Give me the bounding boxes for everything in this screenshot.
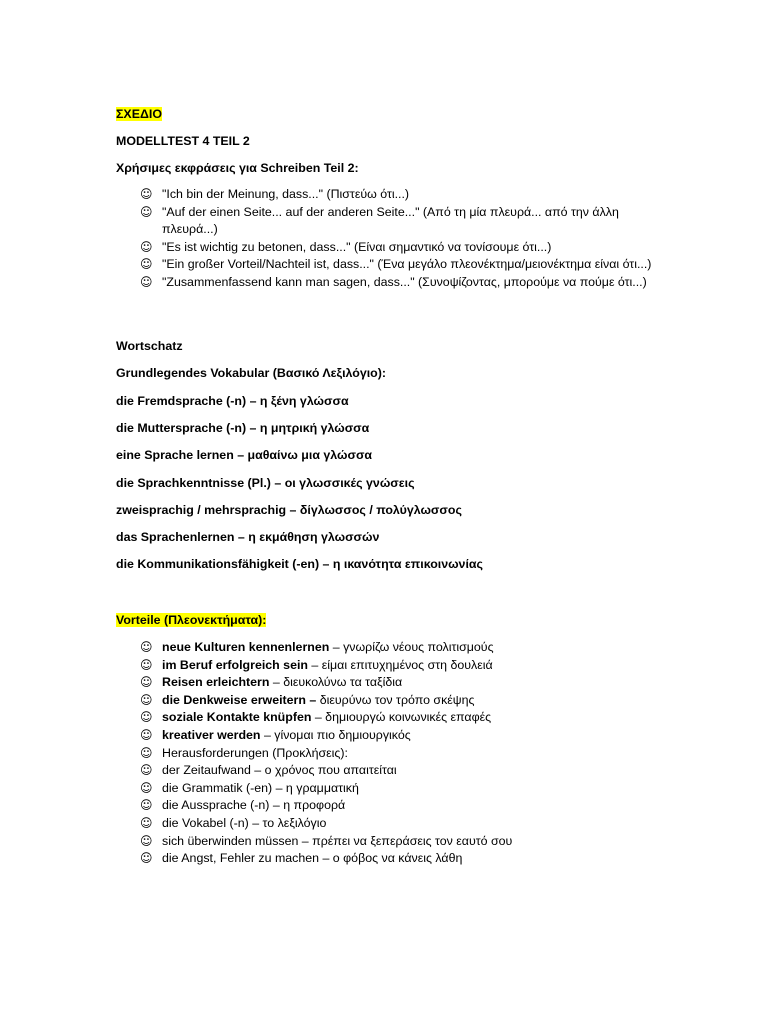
smiley-icon: ☺ xyxy=(140,692,153,707)
smiley-icon: ☺ xyxy=(140,204,153,219)
list-item: ☺ die Aussprache (-n) – η προφορά xyxy=(140,797,512,815)
smiley-icon: ☺ xyxy=(140,640,153,654)
smiley-icon: ☺ xyxy=(140,274,153,289)
list-item: ☺ soziale Kontakte knüpfen – δημιουργώ κοινωνικές επαφές xyxy=(140,709,512,727)
expressions-list xyxy=(140,186,652,292)
vocab-item: die Kommunikationsfähigkeit (-en) – η ικανότητα επικοινωνίας xyxy=(116,557,483,571)
vocab-item: die Fremdsprache (-n) – η ξένη γλώσσα xyxy=(116,394,349,408)
smiley-icon: ☺ xyxy=(140,657,153,672)
smiley-icon: ☺ xyxy=(140,675,153,690)
list-item: ☺ "Auf der einen Seite... auf der anderen Seite..." (Από τη μία πλευρά... από την άλλη πλευρά...) xyxy=(140,204,619,237)
basic-vocab-heading: Grundlegendes Vokabular (Βασικό Λεξιλόγιο): xyxy=(116,366,386,380)
list-item: ☺ "Zusammenfassend kann man sagen, dass..." (Συνοψίζοντας, μπορούμε να πούμε ότι...) xyxy=(140,274,652,292)
list-item: ☺ der Zeitaufwand – ο χρόνος που απαιτείται xyxy=(140,762,512,780)
vocab-item: eine Sprache lernen – μαθαίνω μια γλώσσα xyxy=(116,448,373,462)
vocab-item: die Muttersprache (-n) – η μητρική γλώσσα xyxy=(116,421,370,435)
list-item: ☺ im Beruf erfolgreich sein – είμαι επιτυχημένος στη δουλειά xyxy=(140,657,512,675)
list-item: ☺ Herausforderungen (Προκλήσεις): xyxy=(140,745,512,763)
smiley-icon: ☺ xyxy=(140,763,153,778)
smiley-icon: ☺ xyxy=(140,727,153,742)
list-item: ☺ kreativer werden – γίνομαι πιο δημιουργικός xyxy=(140,727,512,745)
vocab-item: die Sprachkenntnisse (Pl.) – οι γλωσσικές γνώσεις xyxy=(116,476,415,490)
useful-expressions-heading: Χρήσιμες εκφράσεις για Schreiben Teil 2: xyxy=(116,161,359,175)
list-item: ☺ die Angst, Fehler zu machen – ο φόβος να κάνεις λάθη xyxy=(140,850,512,868)
vocab-item: zweisprachig / mehrsprachig – δίγλωσσος / πολύγλωσσος xyxy=(116,503,462,517)
smiley-icon: ☺ xyxy=(140,815,153,830)
smiley-icon: ☺ xyxy=(140,833,153,848)
smiley-icon: ☺ xyxy=(140,745,153,760)
list-item: ☺ "Ich bin der Meinung, dass..." (Πιστεύω ότι...) xyxy=(140,186,652,204)
list-item: ☺ "Ein großer Vorteil/Nachteil ist, dass..." (Ένα μεγάλο πλεονέκτημα/μειονέκτημα είναι ότι...) xyxy=(140,256,652,274)
advantages-list xyxy=(140,639,512,868)
vocab-item: das Sprachenlernen – η εκμάθηση γλωσσών xyxy=(116,530,380,544)
list-item: ☺ die Grammatik (-en) – η γραμματική xyxy=(140,780,512,798)
smiley-icon: ☺ xyxy=(140,187,153,201)
smiley-icon: ☺ xyxy=(140,798,153,813)
test-heading: MODELLTEST 4 TEIL 2 xyxy=(116,134,250,148)
smiley-icon: ☺ xyxy=(140,239,153,254)
list-item: ☺ sich überwinden müssen – πρέπει να ξεπεράσεις τον εαυτό σου xyxy=(140,833,512,851)
list-item: ☺ die Vokabel (-n) – το λεξιλόγιο xyxy=(140,815,512,833)
smiley-icon: ☺ xyxy=(140,257,153,272)
list-item: ☺ neue Kulturen kennenlernen – γνωρίζω νέους πολιτισμούς xyxy=(140,639,512,657)
smiley-icon: ☺ xyxy=(140,710,153,725)
list-item: ☺ Reisen erleichtern – διευκολύνω τα ταξίδια xyxy=(140,674,512,692)
smiley-icon: ☺ xyxy=(140,780,153,795)
list-item: ☺ "Es ist wichtig zu betonen, dass..." (Είναι σημαντικό να τονίσουμε ότι...) xyxy=(140,239,652,257)
smiley-icon: ☺ xyxy=(140,851,153,866)
advantages-heading: Vorteile (Πλεονεκτήματα): xyxy=(116,613,267,627)
vocab-heading: Wortschatz xyxy=(116,339,183,353)
list-item: ☺ die Denkweise erweitern – διευρύνω τον τρόπο σκέψης xyxy=(140,692,512,710)
plan-heading: ΣΧΕΔΙΟ xyxy=(116,107,162,121)
